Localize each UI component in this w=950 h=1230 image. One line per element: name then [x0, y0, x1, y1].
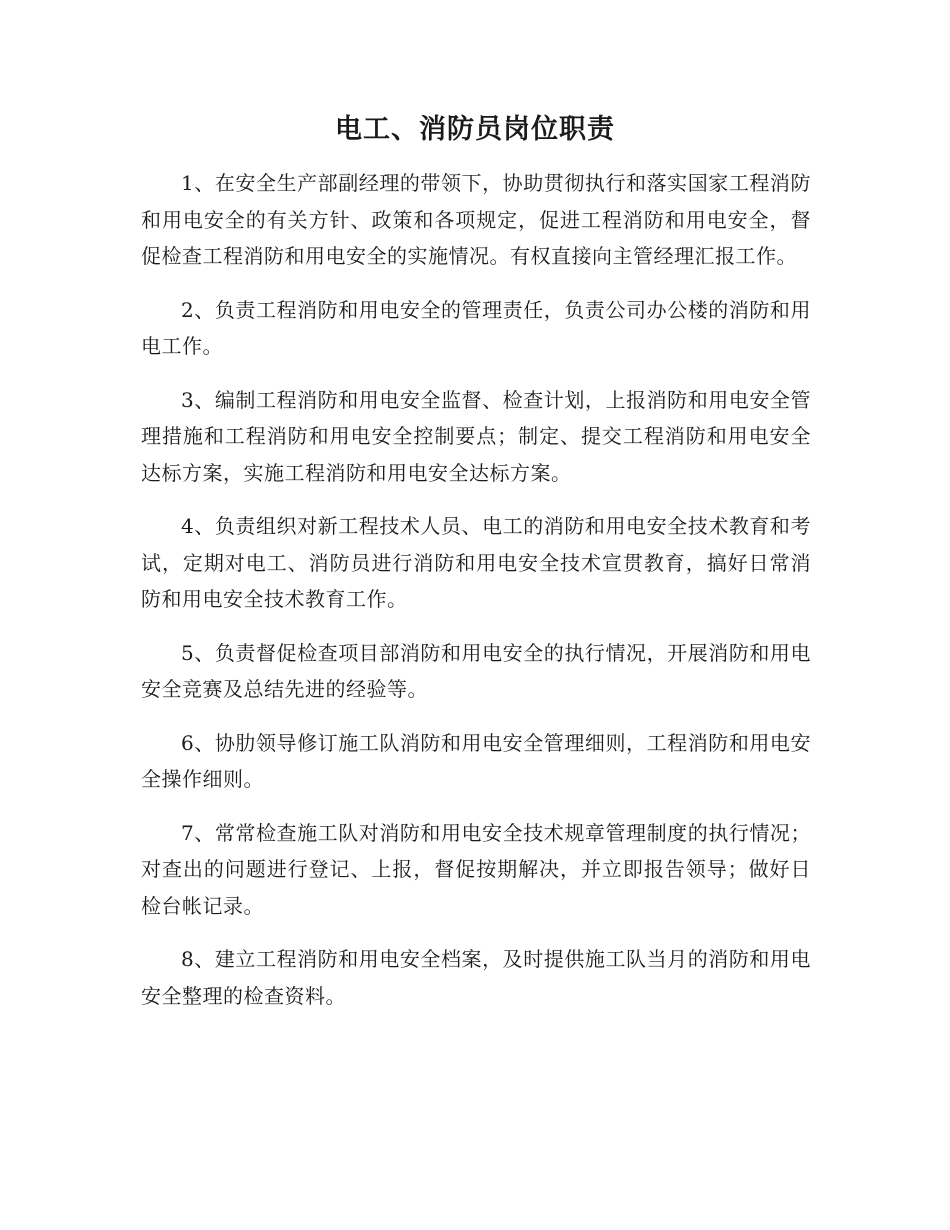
paragraph-2: 2、负责工程消防和用电安全的管理责任，负责公司办公楼的消防和用电工作。 — [141, 297, 811, 358]
paragraph-8: 8、建立工程消防和用电安全档案，及时提供施工队当月的消防和用电安全整理的检查资料。 — [141, 947, 811, 1008]
paragraph-1: 1、在安全生产部副经理的带领下，协助贯彻执行和落实国家工程消防和用电安全的有关方针、政策和各项规定，促进工程消防和用电安全，督促检查工程消防和用电安全的实施情况。有权直接向主管经理汇报工作。 — [141, 171, 811, 268]
document-body — [141, 165, 811, 1031]
paragraph-4: 4、负责组织对新工程技术人员、电工的消防和用电安全技术教育和考试，定期对电工、消防员进行消防和用电安全技术宣贯教育，搞好日常消防和用电安全技术教育工作。 — [141, 514, 811, 611]
document-title: 电工、消防员岗位职责 — [335, 114, 615, 145]
paragraph-3: 3、编制工程消防和用电安全监督、检查计划，上报消防和用电安全管理措施和工程消防和用电安全控制要点；制定、提交工程消防和用电安全达标方案，实施工程消防和用电安全达标方案。 — [141, 387, 811, 485]
paragraph-7: 7、常常检查施工队对消防和用电安全技术规章管理制度的执行情况；对查出的问题进行登记、上报，督促按期解决，并立即报告领导；做好日检台帐记录。 — [141, 820, 811, 918]
paragraph-5: 5、负责督促检查项目部消防和用电安全的执行情况，开展消防和用电安全竞赛及总结先进的经验等。 — [141, 640, 811, 701]
paragraph-6: 6、协肋领导修订施工队消防和用电安全管理细则，工程消防和用电安全操作细则。 — [141, 730, 811, 791]
